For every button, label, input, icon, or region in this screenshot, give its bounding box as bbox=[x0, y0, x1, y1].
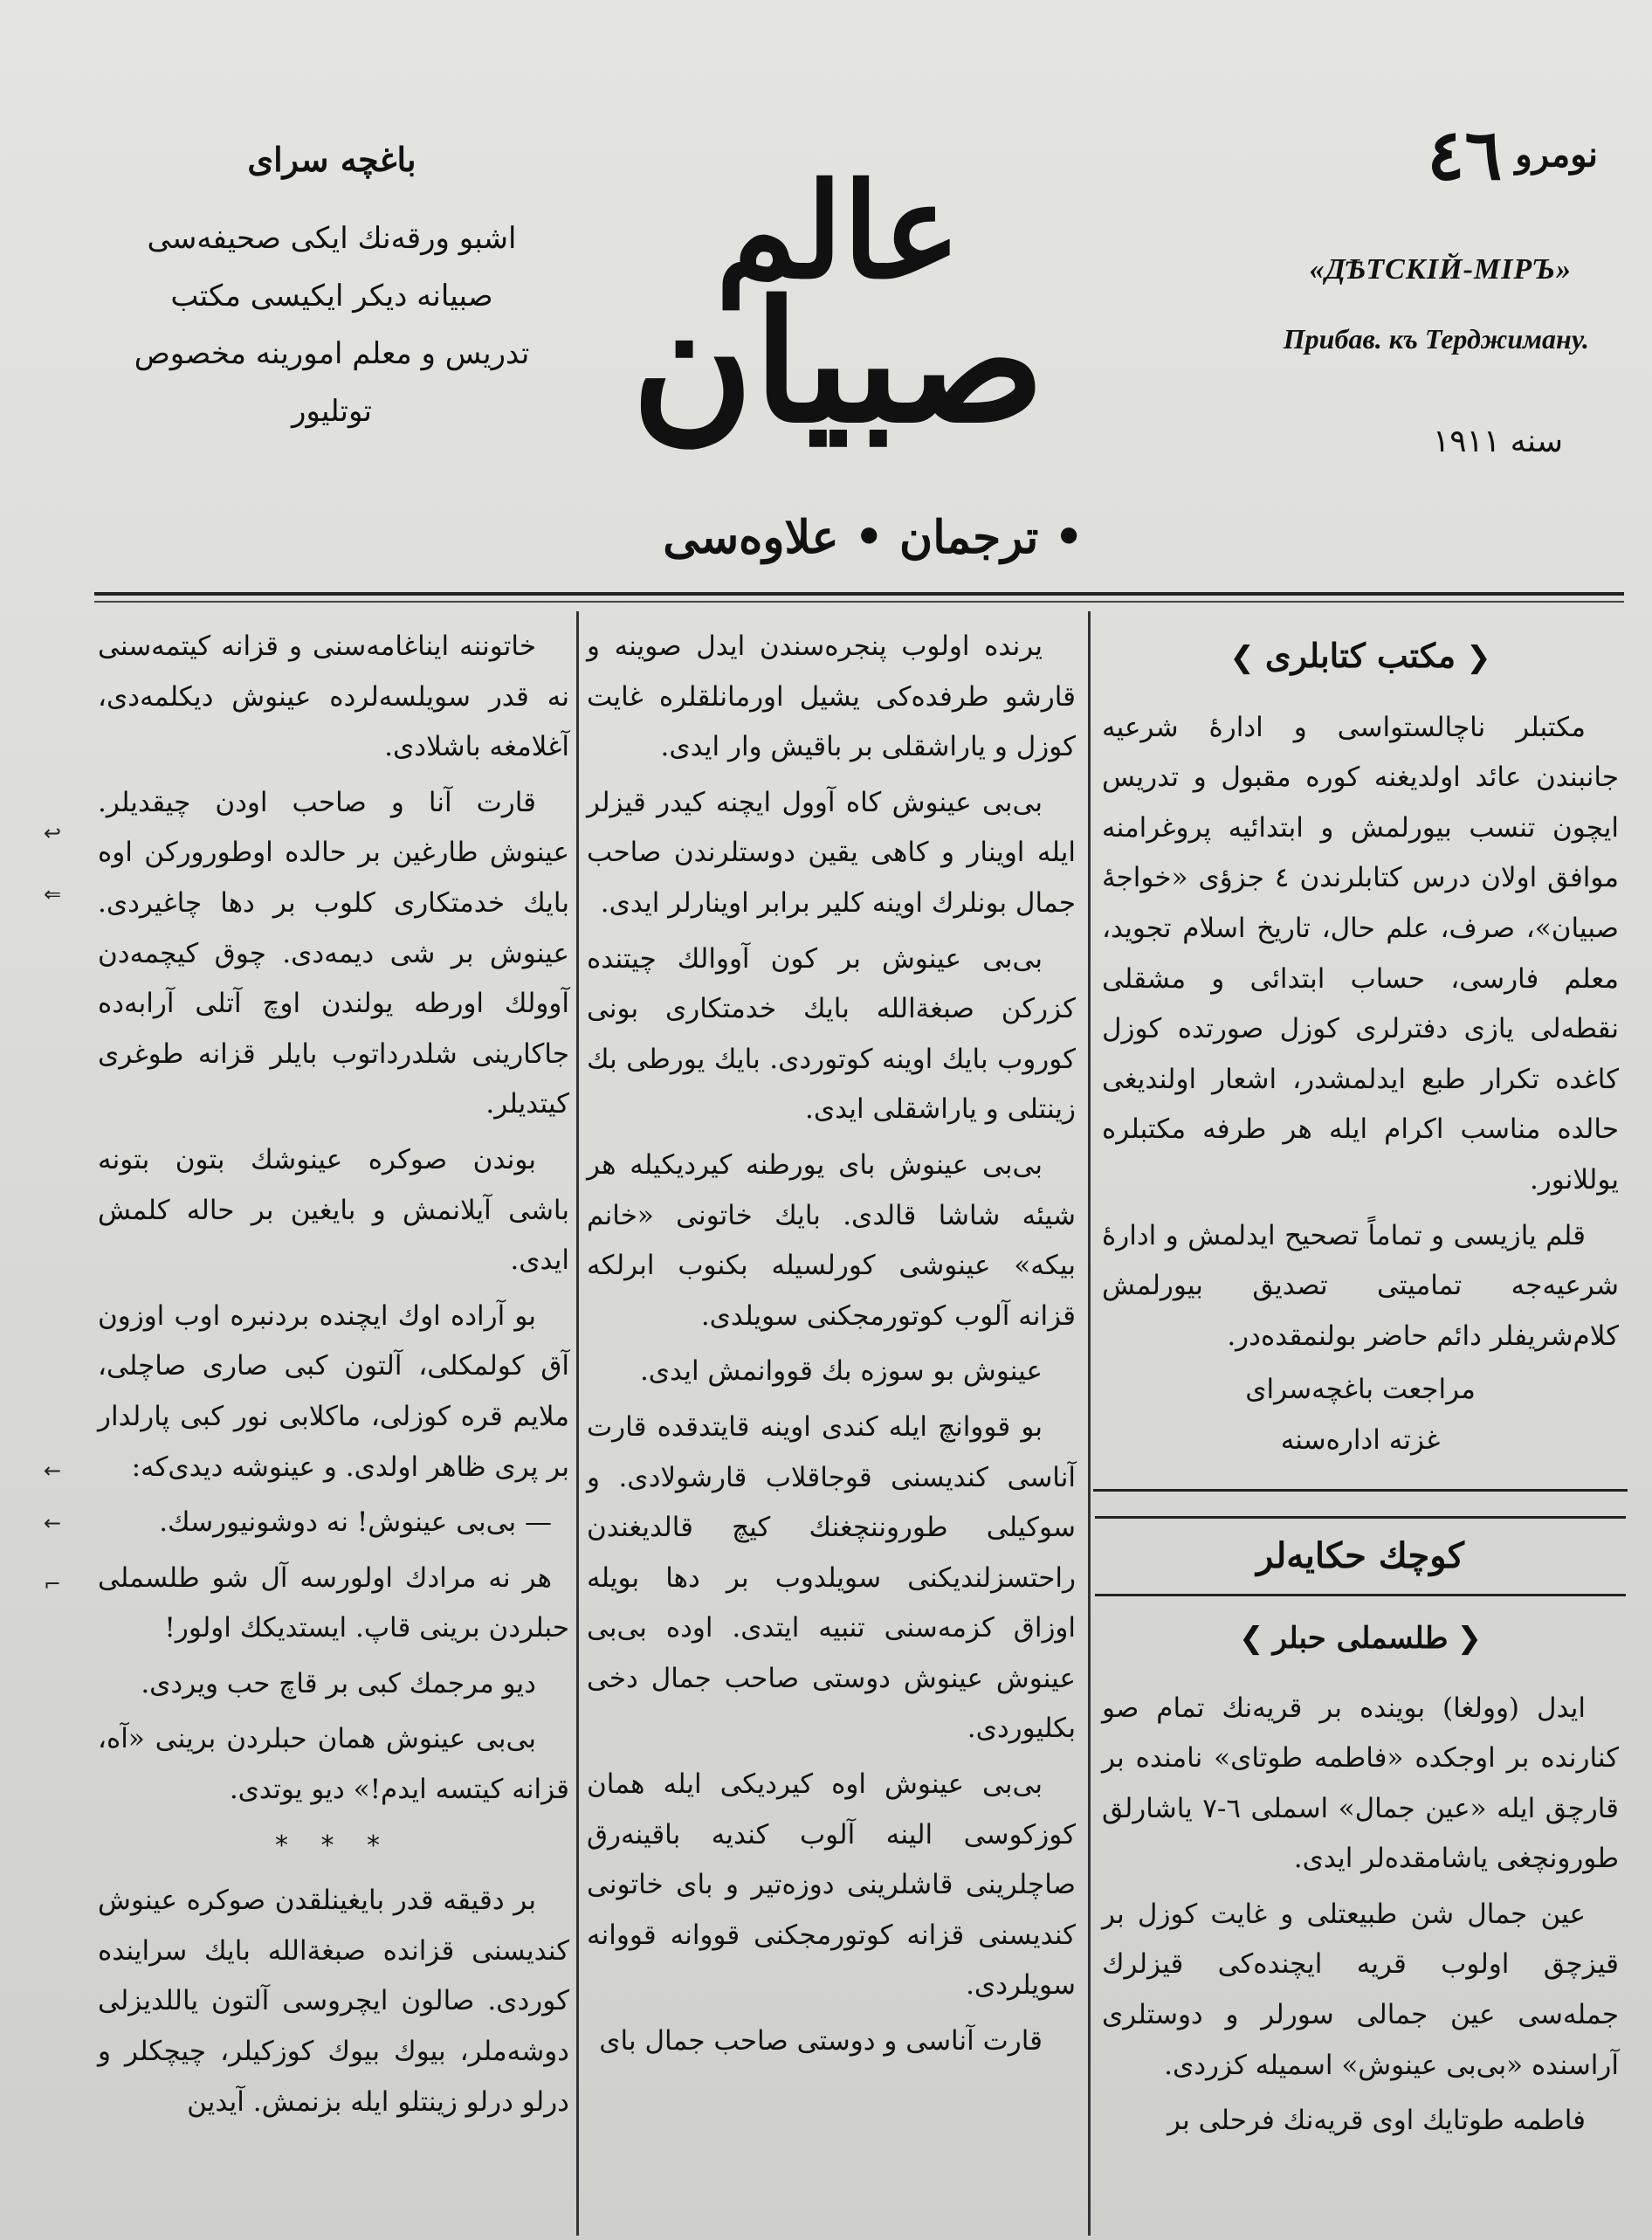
ornament-icon: ❯ bbox=[1238, 1620, 1264, 1656]
title-word-top: عالم bbox=[715, 155, 961, 308]
address-line: مراجعت باغچه‌سراى bbox=[1245, 1374, 1476, 1406]
paragraph: بو آراده اوك ايچنده بردنبره اوب اوزون آق كولمكلى، آلتون كبى صارى صاچلى، ملايم قره كوزلى، ماكلابى نور كبى پارلدار بر پرى ظاهر اولدى. و عينوشه ديدى‌كه: bbox=[98, 1299, 569, 1483]
section-heading-text: مكتب كتابلرى bbox=[1264, 636, 1456, 675]
paragraph: بى‌بى عينوش بر كون آووالك چيتنده كزركن صبغة‌الله بايك خدمتكارى بونى كوروب بايك اوينه كوتوردى. بايك يورطى بك زينتلى و ياراشقلى ايدى. bbox=[587, 942, 1076, 1126]
column-divider bbox=[1088, 611, 1091, 2236]
newspaper-title bbox=[489, 96, 1170, 550]
margin-mark: ⌐ bbox=[44, 1572, 62, 1596]
issue-number: ٤٦ bbox=[1427, 114, 1503, 196]
masthead-right-info bbox=[1187, 114, 1598, 507]
ornament-icon: ❮ bbox=[1466, 640, 1491, 675]
issue-label: نومرو bbox=[1515, 134, 1598, 176]
publication-year: سنه ١٩١١ bbox=[1432, 424, 1563, 459]
stories-heading: كوچك حكايه‌لر bbox=[1095, 1516, 1626, 1596]
title-word-main: صبيان bbox=[631, 265, 1045, 459]
section-break-stars: * * * bbox=[274, 1830, 393, 1861]
paragraph: مكتبلر ناچالستواسى و ادارهٔ شرعيه جانبندن عائد اولديغنه كوره مقبول و تدريس ايچون تنسب بيورلمش و ابتدائيه پروغرامنه موافق اولان درس كتابلرندن ٤ جزؤى «خواجهٔ صبيان»، صرف، علم حال، تاريخ اسلام تجويد، معلم فارسى، حساب ابتدائى و مشقلى نقطه‌لى يازى دفترلرى كوزل صورتده كوزل كاغده تكرار طبع ايدلمشدر، اشعار اولنديغى حالده مناسب اكرام ايله هر طرفه مكتبلره يوللانور. bbox=[1102, 711, 1620, 1196]
column-divider bbox=[576, 611, 579, 2236]
notice-title: باغچه سرای bbox=[247, 140, 416, 179]
russian-title: «ДѢТСКІЙ-МІРЪ» bbox=[1309, 253, 1572, 286]
paragraph: بى‌بى عينوش باى يورطنه كيرديكيله هر شيئه شاشا قالدى. بايك خاتونى «خانم بيكه» عينوشى كورلسيله بكنوب ابرلكه قزانه آلوب كوتورمجكنى سويلدى. bbox=[587, 1148, 1076, 1332]
paragraph: عين جمال شن طبيعتلى و غايت كوزل بر قيزچق اولوب قريه ايچنده‌كى قيزلرك جمله‌سى عين جمالى سورلر و دوستلرى آراسنده «بى‌بى عينوش» اسميله كزردى. bbox=[1102, 1898, 1619, 2081]
ornament-icon: ❯ bbox=[1229, 640, 1255, 675]
masthead bbox=[0, 0, 1652, 603]
story-title bbox=[1102, 1614, 1619, 1664]
paragraph: فاطمه طوتايك اوى قريه‌نك فرحلى بر bbox=[1167, 2105, 1586, 2137]
paragraph: يرنده اولوب پنجره‌سندن ايدل صوينه و قارشو طرفده‌كى يشيل اورمانلقلره غايت كوزل و ياراشقلى بر باقيش وار ايدى. bbox=[587, 631, 1076, 763]
margin-mark: ← bbox=[44, 1511, 62, 1535]
column-right bbox=[1102, 622, 1619, 2152]
issue-number-block bbox=[1187, 114, 1598, 196]
section-divider bbox=[1093, 1489, 1628, 1492]
margin-mark: ⇐ bbox=[44, 882, 62, 906]
paragraph: بوندن صوكره عينوشك بتون بتونه باشى آيلانمش و بايغين بر حاله كلمش ايدى. bbox=[98, 1143, 569, 1277]
dialogue-line: هر نه مرادك اولورسه آل شو طلسملى حبلردن برينى قاپ. ايستديكك اولور! bbox=[98, 1561, 569, 1644]
paragraph: قارت آناسى و دوستى صاحب جمال باى bbox=[599, 2025, 1043, 2057]
paragraph: قلم يازيسى و تماماً تصحيح ايدلمش و ادارهٔ شرعيه‌جه تماميتى تصديق بيورلمش كلام‌شريفلر دائم حاضر بولنمقده‌در. bbox=[1102, 1219, 1619, 1352]
address-line: غزته اداره‌سنه bbox=[1280, 1424, 1441, 1457]
notice-line: صبيانه ديكر ايكيسى مكتب bbox=[170, 279, 493, 314]
newspaper-subtitle: • ترجمان • علاوه‌سى bbox=[663, 511, 1084, 564]
column-middle bbox=[587, 622, 1076, 2072]
paragraph: قارت آنا و صاحب اودن چيقديلر. عينوش طارغين بر حالده اوطوروركن اوه بايك خدمتكارى كلوب بر دها چاغيردى. عينوش بر شى ديمه‌دى. چوق كيچمه‌دن آوولك اورطه يولندن اوچ آتلى آرابه‌ده جاكارينى شلدرداتوب بايلر قزانه طوغرى كيتديلر. bbox=[98, 786, 569, 1120]
paragraph: بى‌بى عينوش همان حبلردن برينى «آه، قزانه كيتسه ايدم!» ديو يوتدى. bbox=[98, 1723, 569, 1806]
dialogue-line: — بى‌بى عينوش! نه دوشونيورسك. bbox=[159, 1506, 552, 1539]
masthead-rule-thin bbox=[94, 601, 1624, 603]
paragraph: ايدل (وولغا) بوينده بر قريه‌نك تمام صو كنارنده بر اوجكده «فاطمه طوتاى» نامنده بر قارچق ايله «عين جمال» اسملى ٦-٧ ياشارلق طورونچغى ياشامقده‌لر ايدى. bbox=[1102, 1692, 1619, 1875]
story-title-text: طلسملى حبلر bbox=[1272, 1620, 1449, 1656]
section-heading bbox=[1102, 631, 1619, 684]
notice-line: توتليور bbox=[292, 394, 372, 429]
paragraph: عينوش بو سوزه بك قووانمش ايدى. bbox=[639, 1355, 1043, 1388]
masthead-rule bbox=[94, 592, 1624, 596]
ornament-icon: ❮ bbox=[1456, 1620, 1483, 1656]
paragraph: بر دقيقه قدر بايغينلقدن صوكره عينوش كنديسنى قزانده صبغة‌الله بايك سراينده كوردى. صالون ايچروسى آلتون ياللديزلى دوشه‌ملر، بيوك بيوك كوزكيلر، چيچكلر و درلو درلو زينتلو ايله بزنمش. آيدين bbox=[98, 1885, 569, 2118]
paragraph: بو قووانچ ايله كندى اوينه قايتدقده قارت آناسى كنديسنى قوجاقلاب قارشولادى. و سوكيلى طوروننچغنك كيچ قالديغندن راحتسزلنديكنى سويلدوب بر دها بويله اوزاق كزمه‌سنى تنبيه ايتدى. اوده بى‌بى عينوش عينوش دوستى صاحب جمال دخى بكليوردى. bbox=[587, 1410, 1076, 1745]
paragraph: خاتوننه ايناغامه‌سنى و قزانه كيتمه‌سنى نه قدر سويلسه‌لرده عينوش ديكلمه‌دى، آغلامغه باشلادى. bbox=[98, 631, 569, 763]
paragraph: بى‌بى عينوش كاه آوول ايچنه كيدر قيزلر ايله اوينار و كاهى يقين دوستلرندن صاحب جمال بونلرك اوينه كلير برابر اوينارلر ايدى. bbox=[587, 786, 1076, 919]
column-left bbox=[98, 622, 569, 2133]
notice-line: تدريس و معلم امورينه مخصوص bbox=[134, 336, 530, 371]
margin-mark: ↩ bbox=[44, 821, 62, 845]
russian-subtitle: Прибав. къ Терджиману. bbox=[1283, 323, 1589, 355]
margin-mark: ← bbox=[44, 1458, 62, 1483]
paragraph: بى‌بى عينوش اوه كيرديكى ايله همان كوزكوسى الينه آلوب كنديه باقينه‌رق صاچلرينى قاشلرينى دوزه‌تير و باى خاتونى كنديسنى قزانه كوتورمجكنى قووانه قووانه سويلردى. bbox=[587, 1768, 1076, 2002]
notice-line: اشبو ورقه‌نك ايكى صحيفه‌سى bbox=[147, 221, 517, 256]
paragraph: ديو مرجمك كبى بر قاچ حب ويردى. bbox=[141, 1667, 536, 1699]
